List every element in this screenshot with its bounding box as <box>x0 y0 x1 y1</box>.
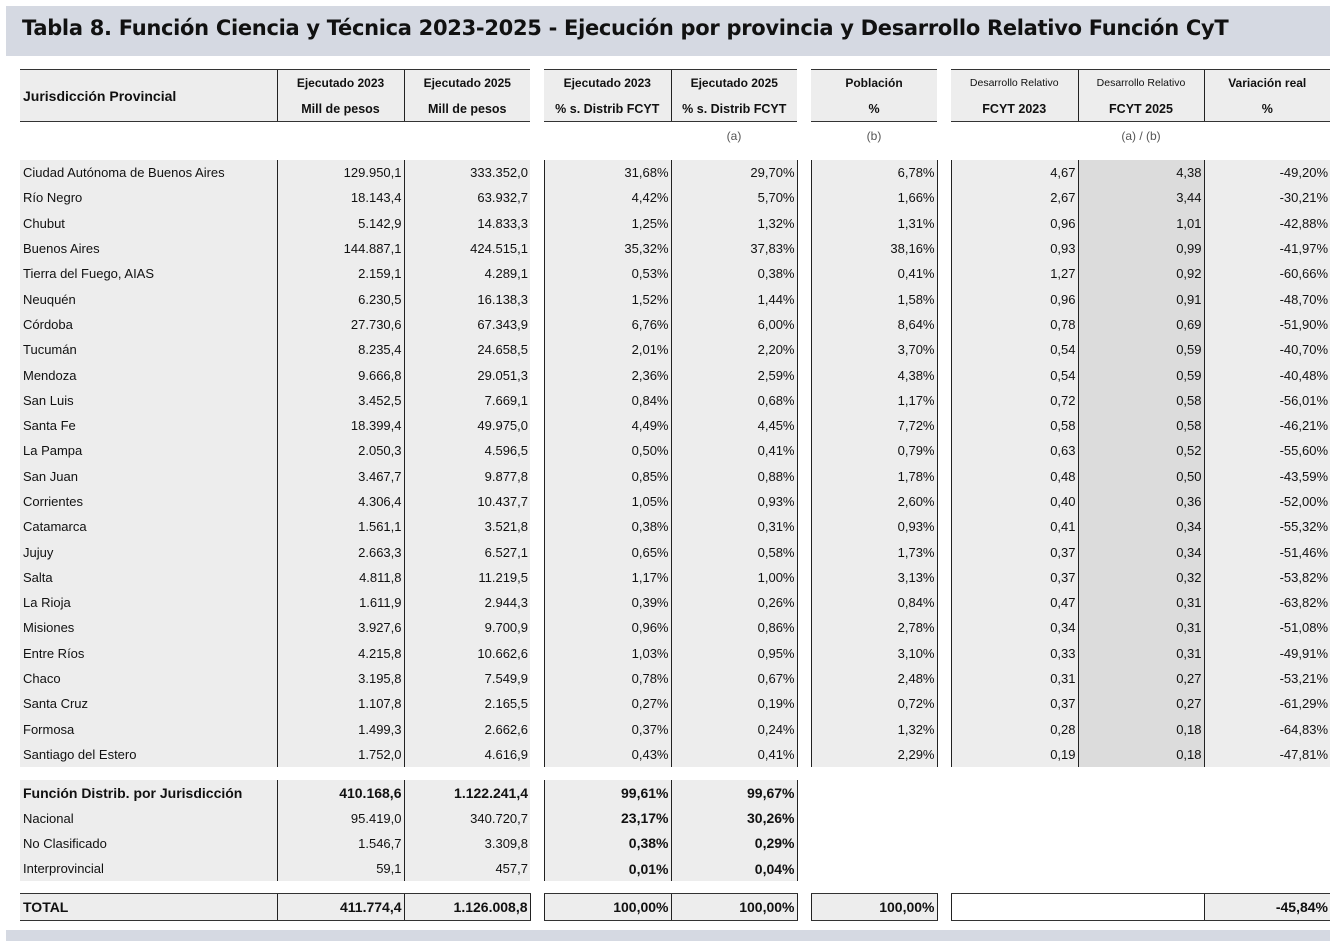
province-name: Buenos Aires <box>20 236 277 261</box>
poblacion: 2,29% <box>811 742 937 767</box>
pct-2025: 6,00% <box>671 312 797 337</box>
pct-2023: 0,53% <box>544 261 671 286</box>
ejecutado-2025: 2.944,3 <box>404 590 530 615</box>
header-poblacion: Población <box>811 70 937 97</box>
poblacion: 4,38% <box>811 362 937 387</box>
dr-2023: 0,37 <box>951 539 1078 564</box>
header-row-1 <box>20 70 1330 97</box>
pct-2025: 29,70% <box>671 160 797 185</box>
variacion: -60,66% <box>1204 261 1330 286</box>
header-dr2023: Desarrollo Relativo <box>951 70 1078 97</box>
variacion: -63,82% <box>1204 590 1330 615</box>
poblacion: 1,73% <box>811 539 937 564</box>
pct-2023: 0,65% <box>544 539 671 564</box>
ejecutado-2025: 29.051,3 <box>404 362 530 387</box>
pct-2023: 2,01% <box>544 337 671 362</box>
poblacion: 3,13% <box>811 565 937 590</box>
poblacion: 3,70% <box>811 337 937 362</box>
table-row <box>20 615 1330 640</box>
ejecutado-2023: 6.230,5 <box>277 286 404 311</box>
poblacion: 1,31% <box>811 211 937 236</box>
pct-2025: 0,58% <box>671 539 797 564</box>
ejecutado-2025: 16.138,3 <box>404 286 530 311</box>
title-bar <box>6 6 1330 56</box>
dr-2025: 0,50 <box>1078 464 1204 489</box>
table-row <box>20 489 1330 514</box>
pct-2025: 0,95% <box>671 641 797 666</box>
province-name: Catamarca <box>20 514 277 539</box>
dr-2023: 0,54 <box>951 362 1078 387</box>
dr-2025: 0,32 <box>1078 565 1204 590</box>
poblacion: 0,72% <box>811 691 937 716</box>
dr-2025: 0,18 <box>1078 742 1204 767</box>
summary-label: Nacional <box>20 805 277 830</box>
poblacion: 1,32% <box>811 717 937 742</box>
table-row <box>20 362 1330 387</box>
summary-row <box>20 831 1330 856</box>
dr-2023: 0,58 <box>951 413 1078 438</box>
total-pct-2023: 100,00% <box>544 894 671 921</box>
ejecutado-2023: 27.730,6 <box>277 312 404 337</box>
ejecutado-2023: 144.887,1 <box>277 236 404 261</box>
total-label: TOTAL <box>20 894 277 921</box>
variacion: -64,83% <box>1204 717 1330 742</box>
pct-2023: 31,68% <box>544 160 671 185</box>
province-name: La Pampa <box>20 438 277 463</box>
poblacion: 1,17% <box>811 388 937 413</box>
total-pct-2025: 100,00% <box>671 894 797 921</box>
pct-2025: 1,32% <box>671 211 797 236</box>
pct-2025: 0,67% <box>671 666 797 691</box>
province-name: Santa Cruz <box>20 691 277 716</box>
pct-2023: 0,38% <box>544 831 671 856</box>
header-pct2023-unit: % s. Distrib FCYT <box>544 96 671 122</box>
pct-2025: 0,93% <box>671 489 797 514</box>
total-row <box>20 894 1330 921</box>
ejecutado-2025: 10.662,6 <box>404 641 530 666</box>
variacion: -49,20% <box>1204 160 1330 185</box>
pct-2025: 2,20% <box>671 337 797 362</box>
pct-2025: 37,83% <box>671 236 797 261</box>
pct-2025: 5,70% <box>671 185 797 210</box>
header-ej2025-unit: Mill de pesos <box>404 96 530 122</box>
ejecutado-2025: 333.352,0 <box>404 160 530 185</box>
ejecutado-2023: 59,1 <box>277 856 404 881</box>
ejecutado-2023: 3.452,5 <box>277 388 404 413</box>
variacion: -48,70% <box>1204 286 1330 311</box>
ejecutado-2023: 4.811,8 <box>277 565 404 590</box>
dr-2025: 0,34 <box>1078 514 1204 539</box>
dr-2025: 3,44 <box>1078 185 1204 210</box>
pct-2023: 0,39% <box>544 590 671 615</box>
table-row <box>20 438 1330 463</box>
summary-label: No Clasificado <box>20 831 277 856</box>
ejecutado-2025: 10.437,7 <box>404 489 530 514</box>
dr-2025: 0,34 <box>1078 539 1204 564</box>
variacion: -61,29% <box>1204 691 1330 716</box>
ejecutado-2025: 340.720,7 <box>404 805 530 830</box>
pct-2025: 0,86% <box>671 615 797 640</box>
variacion: -53,82% <box>1204 565 1330 590</box>
ejecutado-2025: 14.833,3 <box>404 211 530 236</box>
province-name: Río Negro <box>20 185 277 210</box>
table-row <box>20 666 1330 691</box>
dr-2023: 0,78 <box>951 312 1078 337</box>
province-name: Chaco <box>20 666 277 691</box>
ejecutado-2025: 6.527,1 <box>404 539 530 564</box>
dr-2025: 0,91 <box>1078 286 1204 311</box>
dr-2023: 0,63 <box>951 438 1078 463</box>
ejecutado-2023: 1.752,0 <box>277 742 404 767</box>
summary-row <box>20 780 1330 805</box>
ejecutado-2023: 2.663,3 <box>277 539 404 564</box>
variacion: -46,21% <box>1204 413 1330 438</box>
pct-2025: 99,67% <box>671 780 797 805</box>
ejecutado-2023: 1.546,7 <box>277 831 404 856</box>
ejecutado-2025: 4.616,9 <box>404 742 530 767</box>
province-name: La Rioja <box>20 590 277 615</box>
pct-2025: 0,04% <box>671 856 797 881</box>
ejecutado-2025: 2.165,5 <box>404 691 530 716</box>
pct-2025: 0,19% <box>671 691 797 716</box>
pct-2023: 1,05% <box>544 489 671 514</box>
dr-2023: 0,72 <box>951 388 1078 413</box>
pct-2025: 0,88% <box>671 464 797 489</box>
pct-2025: 0,24% <box>671 717 797 742</box>
table-row <box>20 388 1330 413</box>
dr-2025: 1,01 <box>1078 211 1204 236</box>
poblacion: 2,48% <box>811 666 937 691</box>
ejecutado-2025: 11.219,5 <box>404 565 530 590</box>
pct-2023: 1,52% <box>544 286 671 311</box>
poblacion: 3,10% <box>811 641 937 666</box>
total-variacion: -45,84% <box>1204 894 1330 921</box>
ejecutado-2025: 7.669,1 <box>404 388 530 413</box>
pct-2023: 4,42% <box>544 185 671 210</box>
pct-2025: 0,41% <box>671 742 797 767</box>
pct-2025: 0,68% <box>671 388 797 413</box>
dr-2025: 0,69 <box>1078 312 1204 337</box>
poblacion: 7,72% <box>811 413 937 438</box>
data-table <box>20 69 1330 921</box>
ejecutado-2023: 129.950,1 <box>277 160 404 185</box>
ejecutado-2023: 4.306,4 <box>277 489 404 514</box>
pct-2023: 35,32% <box>544 236 671 261</box>
province-name: Entre Ríos <box>20 641 277 666</box>
variacion: -40,70% <box>1204 337 1330 362</box>
province-name: Córdoba <box>20 312 277 337</box>
dr-2023: 0,41 <box>951 514 1078 539</box>
variacion: -53,21% <box>1204 666 1330 691</box>
dr-2023: 0,40 <box>951 489 1078 514</box>
ejecutado-2025: 9.877,8 <box>404 464 530 489</box>
variacion: -49,91% <box>1204 641 1330 666</box>
province-name: Misiones <box>20 615 277 640</box>
summary-row <box>20 856 1330 881</box>
dr-2023: 4,67 <box>951 160 1078 185</box>
variacion: -56,01% <box>1204 388 1330 413</box>
notes-row <box>20 122 1330 150</box>
dr-2023: 0,37 <box>951 691 1078 716</box>
header-jurisdiccion: Jurisdicción Provincial <box>20 70 277 122</box>
header-pct2025-unit: % s. Distrib FCYT <box>671 96 797 122</box>
dr-2025: 0,31 <box>1078 590 1204 615</box>
pct-2023: 0,85% <box>544 464 671 489</box>
dr-2025: 0,99 <box>1078 236 1204 261</box>
province-name: Mendoza <box>20 362 277 387</box>
variacion: -51,90% <box>1204 312 1330 337</box>
dr-2023: 0,19 <box>951 742 1078 767</box>
ejecutado-2025: 4.289,1 <box>404 261 530 286</box>
header-dr2023-unit: FCYT 2023 <box>951 96 1078 122</box>
header-variacion-unit: % <box>1204 96 1330 122</box>
pct-2023: 2,36% <box>544 362 671 387</box>
ejecutado-2025: 424.515,1 <box>404 236 530 261</box>
variacion: -30,21% <box>1204 185 1330 210</box>
pct-2025: 2,59% <box>671 362 797 387</box>
province-name: San Luis <box>20 388 277 413</box>
poblacion: 0,84% <box>811 590 937 615</box>
poblacion: 2,60% <box>811 489 937 514</box>
ejecutado-2025: 1.122.241,4 <box>404 780 530 805</box>
ejecutado-2025: 2.662,6 <box>404 717 530 742</box>
table-row <box>20 590 1330 615</box>
dr-2025: 0,31 <box>1078 641 1204 666</box>
ejecutado-2023: 1.107,8 <box>277 691 404 716</box>
dr-2025: 0,18 <box>1078 717 1204 742</box>
poblacion: 38,16% <box>811 236 937 261</box>
dr-2023: 0,34 <box>951 615 1078 640</box>
province-name: Santa Fe <box>20 413 277 438</box>
province-name: San Juan <box>20 464 277 489</box>
table-row <box>20 514 1330 539</box>
poblacion: 2,78% <box>811 615 937 640</box>
province-name: Ciudad Autónoma de Buenos Aires <box>20 160 277 185</box>
variacion: -43,59% <box>1204 464 1330 489</box>
dr-2025: 0,27 <box>1078 691 1204 716</box>
variacion: -51,08% <box>1204 615 1330 640</box>
pct-2023: 0,43% <box>544 742 671 767</box>
ejecutado-2025: 49.975,0 <box>404 413 530 438</box>
pct-2025: 30,26% <box>671 805 797 830</box>
table-row <box>20 185 1330 210</box>
pct-2023: 4,49% <box>544 413 671 438</box>
variacion: -40,48% <box>1204 362 1330 387</box>
table-row <box>20 286 1330 311</box>
ejecutado-2025: 4.596,5 <box>404 438 530 463</box>
pct-2025: 0,38% <box>671 261 797 286</box>
table-row <box>20 413 1330 438</box>
ejecutado-2023: 4.215,8 <box>277 641 404 666</box>
table-row <box>20 539 1330 564</box>
dr-2025: 0,92 <box>1078 261 1204 286</box>
pct-2023: 0,78% <box>544 666 671 691</box>
page-title: Tabla 8. Función Ciencia y Técnica 2023-2025 - Ejecución por provincia y Desarrollo Relativo Función CyT <box>22 16 1229 40</box>
ejecutado-2023: 9.666,8 <box>277 362 404 387</box>
variacion: -52,00% <box>1204 489 1330 514</box>
header-dr2025-unit: FCYT 2025 <box>1078 96 1204 122</box>
summary-label: Función Distrib. por Jurisdicción <box>20 780 277 805</box>
pct-2023: 0,84% <box>544 388 671 413</box>
total-ejecutado-2023: 411.774,4 <box>277 894 404 921</box>
dr-2023: 2,67 <box>951 185 1078 210</box>
province-name: Tierra del Fuego, AIAS <box>20 261 277 286</box>
header-ej2025: Ejecutado 2025 <box>404 70 530 97</box>
header-poblacion-unit: % <box>811 96 937 122</box>
poblacion: 8,64% <box>811 312 937 337</box>
variacion: -41,97% <box>1204 236 1330 261</box>
table-row <box>20 211 1330 236</box>
province-name: Salta <box>20 565 277 590</box>
poblacion: 0,79% <box>811 438 937 463</box>
dr-2025: 0,59 <box>1078 362 1204 387</box>
dr-2025: 0,52 <box>1078 438 1204 463</box>
dr-2023: 0,48 <box>951 464 1078 489</box>
pct-2023: 0,50% <box>544 438 671 463</box>
table-row <box>20 312 1330 337</box>
header-ej2023: Ejecutado 2023 <box>277 70 404 97</box>
table-row <box>20 691 1330 716</box>
pct-2025: 0,26% <box>671 590 797 615</box>
pct-2023: 23,17% <box>544 805 671 830</box>
pct-2023: 1,25% <box>544 211 671 236</box>
ejecutado-2023: 2.159,1 <box>277 261 404 286</box>
ejecutado-2023: 3.195,8 <box>277 666 404 691</box>
dr-2025: 0,59 <box>1078 337 1204 362</box>
table-row <box>20 742 1330 767</box>
table-row <box>20 565 1330 590</box>
header-ej2023-unit: Mill de pesos <box>277 96 404 122</box>
dr-2023: 0,31 <box>951 666 1078 691</box>
pct-2023: 6,76% <box>544 312 671 337</box>
pct-2023: 0,37% <box>544 717 671 742</box>
ejecutado-2025: 67.343,9 <box>404 312 530 337</box>
ejecutado-2023: 3.467,7 <box>277 464 404 489</box>
variacion: -55,32% <box>1204 514 1330 539</box>
province-name: Chubut <box>20 211 277 236</box>
variacion: -51,46% <box>1204 539 1330 564</box>
dr-2023: 0,28 <box>951 717 1078 742</box>
dr-2025: 0,58 <box>1078 413 1204 438</box>
header-pct2023: Ejecutado 2023 <box>544 70 671 97</box>
note-ab: (a) / (b) <box>1121 128 1161 143</box>
poblacion: 6,78% <box>811 160 937 185</box>
ejecutado-2025: 24.658,5 <box>404 337 530 362</box>
total-poblacion: 100,00% <box>811 894 937 921</box>
province-name: Santiago del Estero <box>20 742 277 767</box>
pct-2023: 1,03% <box>544 641 671 666</box>
variacion: -55,60% <box>1204 438 1330 463</box>
table-row <box>20 464 1330 489</box>
dr-2023: 0,93 <box>951 236 1078 261</box>
poblacion: 1,58% <box>811 286 937 311</box>
province-name: Formosa <box>20 717 277 742</box>
pct-2023: 0,96% <box>544 615 671 640</box>
pct-2025: 1,00% <box>671 565 797 590</box>
pct-2023: 0,38% <box>544 514 671 539</box>
ejecutado-2023: 5.142,9 <box>277 211 404 236</box>
ejecutado-2023: 8.235,4 <box>277 337 404 362</box>
ejecutado-2023: 1.611,9 <box>277 590 404 615</box>
dr-2023: 1,27 <box>951 261 1078 286</box>
footer-bar <box>6 930 1330 941</box>
dr-2025: 0,58 <box>1078 388 1204 413</box>
variacion: -47,81% <box>1204 742 1330 767</box>
pct-2023: 0,01% <box>544 856 671 881</box>
pct-2025: 0,31% <box>671 514 797 539</box>
province-name: Tucumán <box>20 337 277 362</box>
header-variacion: Variación real <box>1204 70 1330 97</box>
dr-2023: 0,96 <box>951 211 1078 236</box>
table-row <box>20 261 1330 286</box>
table-row <box>20 160 1330 185</box>
ejecutado-2025: 63.932,7 <box>404 185 530 210</box>
ejecutado-2023: 18.399,4 <box>277 413 404 438</box>
ejecutado-2025: 3.309,8 <box>404 831 530 856</box>
ejecutado-2025: 9.700,9 <box>404 615 530 640</box>
pct-2025: 0,41% <box>671 438 797 463</box>
dr-2025: 0,31 <box>1078 615 1204 640</box>
province-name: Corrientes <box>20 489 277 514</box>
summary-row <box>20 805 1330 830</box>
table-row <box>20 337 1330 362</box>
ejecutado-2023: 2.050,3 <box>277 438 404 463</box>
header-pct2025: Ejecutado 2025 <box>671 70 797 97</box>
ejecutado-2023: 18.143,4 <box>277 185 404 210</box>
ejecutado-2023: 1.561,1 <box>277 514 404 539</box>
province-name: Neuquén <box>20 286 277 311</box>
ejecutado-2025: 457,7 <box>404 856 530 881</box>
pct-2023: 0,27% <box>544 691 671 716</box>
province-name: Jujuy <box>20 539 277 564</box>
poblacion: 1,78% <box>811 464 937 489</box>
table-row <box>20 717 1330 742</box>
ejecutado-2023: 95.419,0 <box>277 805 404 830</box>
summary-label: Interprovincial <box>20 856 277 881</box>
pct-2025: 0,29% <box>671 831 797 856</box>
note-a: (a) <box>726 128 742 143</box>
dr-2023: 0,54 <box>951 337 1078 362</box>
pct-2025: 4,45% <box>671 413 797 438</box>
pct-2025: 1,44% <box>671 286 797 311</box>
ejecutado-2023: 3.927,6 <box>277 615 404 640</box>
ejecutado-2025: 3.521,8 <box>404 514 530 539</box>
poblacion: 0,41% <box>811 261 937 286</box>
dr-2025: 0,36 <box>1078 489 1204 514</box>
total-ejecutado-2025: 1.126.008,8 <box>404 894 530 921</box>
header-dr2025: Desarrollo Relativo <box>1078 70 1204 97</box>
dr-2023: 0,33 <box>951 641 1078 666</box>
dr-2023: 0,47 <box>951 590 1078 615</box>
ejecutado-2025: 7.549,9 <box>404 666 530 691</box>
dr-2023: 0,37 <box>951 565 1078 590</box>
table-row <box>20 641 1330 666</box>
pct-2023: 99,61% <box>544 780 671 805</box>
ejecutado-2023: 1.499,3 <box>277 717 404 742</box>
ejecutado-2023: 410.168,6 <box>277 780 404 805</box>
poblacion: 1,66% <box>811 185 937 210</box>
dr-2025: 0,27 <box>1078 666 1204 691</box>
note-b: (b) <box>866 128 882 143</box>
dr-2023: 0,96 <box>951 286 1078 311</box>
dr-2025: 4,38 <box>1078 160 1204 185</box>
pct-2023: 1,17% <box>544 565 671 590</box>
variacion: -42,88% <box>1204 211 1330 236</box>
table-row <box>20 236 1330 261</box>
poblacion: 0,93% <box>811 514 937 539</box>
